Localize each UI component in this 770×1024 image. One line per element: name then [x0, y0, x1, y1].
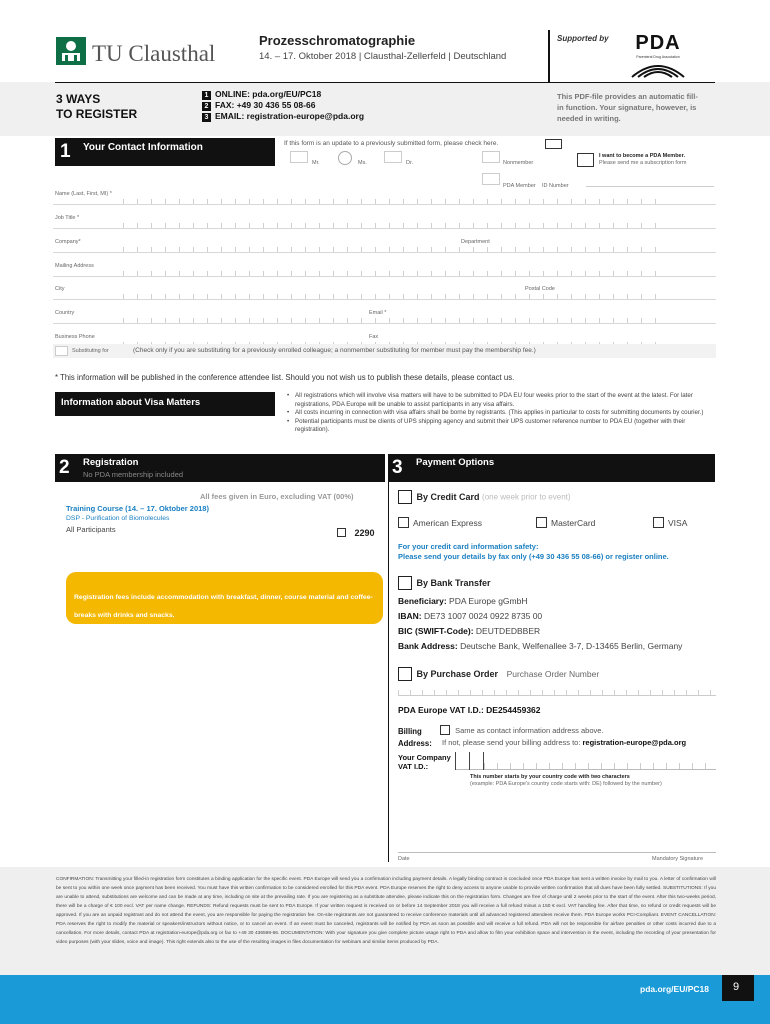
- update-note: If this form is an update to a previously submitted form, please check here.: [284, 140, 499, 147]
- visa-option[interactable]: VISA: [653, 517, 687, 528]
- mailing-field[interactable]: Mailing Address: [53, 260, 716, 277]
- dr-checkbox[interactable]: [384, 151, 402, 163]
- id-number-label: ID Number: [542, 183, 569, 189]
- postal-label: Postal Code: [525, 286, 555, 292]
- page-number: 9: [733, 981, 740, 993]
- ways-title: 3 WAYS TO REGISTER: [56, 92, 138, 121]
- visa-checkbox[interactable]: [653, 517, 664, 528]
- safety-note: For your credit card information safety: Please send your details by fax only (+49 30 436 55 08-66) or register online.: [398, 542, 669, 561]
- pda-member-label: PDA Member: [503, 183, 536, 189]
- bank-transfer-option[interactable]: By Bank Transfer: [398, 576, 491, 590]
- signature-label: Mandatory Signature: [652, 856, 704, 862]
- payment-title: Payment Options: [416, 457, 495, 468]
- price-checkbox[interactable]: [337, 528, 346, 537]
- bank-transfer-checkbox[interactable]: [398, 576, 412, 590]
- ms-radio[interactable]: [338, 151, 352, 165]
- become-member-checkbox[interactable]: [577, 153, 594, 167]
- page-number-box: [722, 975, 754, 1001]
- date-label: Date: [398, 856, 410, 862]
- billing-label: Billing Address:: [398, 727, 432, 748]
- vat-note: This number starts by your country code with two characters (example: PDA Europe's country code starts with: DE) followed by the number): [470, 774, 662, 787]
- phone-field[interactable]: Business Phone Fax: [53, 331, 716, 348]
- price-value: 2290: [354, 527, 375, 538]
- email-label: Email *: [369, 310, 387, 316]
- registration-subtitle: No PDA membership included: [83, 470, 184, 479]
- header-divider: [548, 30, 550, 82]
- contact-number: 1: [60, 141, 71, 162]
- pda-member-checkbox[interactable]: [482, 173, 500, 185]
- fax-number: FAX: +49 30 436 55 08-66: [215, 100, 316, 110]
- your-vat-label: Your Company VAT I.D.:: [398, 753, 451, 771]
- id-number-field[interactable]: [586, 174, 714, 187]
- job-title-field[interactable]: Job Title *: [53, 212, 716, 229]
- pda-logo-icon: [630, 59, 686, 79]
- visa-bullet: • All registrations which will involve visa matters will have to be submitted to PDA EU four weeks prior to the start of the event at the latest. For later registrations, PDA Europe will be unable to assist participants in any visa affairs.: [287, 392, 693, 408]
- yellow-note: Registration fees include accommodation with breakfast, dinner, course material and coffee-breaks with drinks and snacks.: [66, 572, 383, 624]
- nonmember-checkbox[interactable]: [482, 151, 500, 163]
- contact-header: [55, 138, 275, 166]
- visa-header: Information about Visa Matters: [55, 392, 275, 416]
- signature-line[interactable]: [398, 852, 716, 853]
- credit-card-option[interactable]: By Credit Card (one week prior to event): [398, 490, 571, 504]
- nonmember-label: Nonmember: [503, 160, 534, 166]
- name-field[interactable]: Name (Last, First, MI) *: [53, 188, 716, 205]
- tu-logo-text: TU Clausthal: [92, 41, 216, 66]
- update-checkbox[interactable]: [545, 139, 562, 149]
- online-link[interactable]: ONLINE: pda.org/EU/PC18: [215, 89, 322, 99]
- po-number-field[interactable]: [398, 686, 716, 696]
- bank-details: Beneficiary: PDA Europe gGmbH IBAN: DE73 1007 0024 0922 8735 00 BIC (SWIFT-Code): DEUTDEDBBER Bank Address: Deutsche Bank, Welfenallee 3-7, D-13465 Berlin, Germany: [398, 596, 683, 651]
- purchase-order-checkbox[interactable]: [398, 667, 412, 681]
- payment-number: 3: [392, 457, 403, 478]
- your-vat-field[interactable]: [455, 752, 716, 770]
- country-field[interactable]: Country Email *: [53, 307, 716, 324]
- email-link[interactable]: EMAIL: registration-europe@pda.org: [215, 111, 365, 121]
- fax-label: Fax: [369, 334, 379, 340]
- visa-bullet: • All costs incurring in connection with visa affairs shall be borne by registrants. (This applies in particular to costs for submitting documents by courier.): [287, 409, 704, 416]
- pdf-note: This PDF-file provides an automatic fill-in function. Your signature, however, is needed in writing.: [557, 92, 698, 123]
- course-sub: DSP - Purification of Biomolecules: [66, 515, 170, 522]
- billing-same-checkbox[interactable]: [440, 725, 450, 735]
- event-subtitle: 14. – 17. Oktober 2018 | Clausthal-Zellerfeld | Deutschland: [259, 51, 507, 62]
- mastercard-option[interactable]: MasterCard: [536, 517, 595, 528]
- terms-text: CONFIRMATION: Transmitting your filled-in registration form constitutes a binding application for the specific event. PDA Europe will send you a confirmation including payment details. A legally binding contract is concluded once PDA Europe has sent a written invoice by mail to you. A letter of confirmation will be sent to you within one week once payment has been received. You must have this written confirmation to be considered enrolled for this PDA event. PDA Europe reserves the right to deny access to anyone unable to provide written confirmation that all dues have been fully settled. SUBSTITUTIONS: If you are unable to attend, substitutions are welcome and can be made at any time, including on site at the prevailing rate. If you are registering as a substitute attendee, please indicate this on the registration form. Changes are free of charge until 2 weeks prior to the start of the event. After this two-weeks period, there will be a charge of € 100 excl. VAT per name change. REFUNDS: Refund requests must be sent to PDA Europe. If your written request is received on or before 14 September 2018 you will receive a full refund minus a 150 € excl. VAT handling fee. After that time, no refund or credit requests will be approved. If you are an unpaid registrant and do not attend the event, you are responsible for paying the registration fee. On-site registrants are not guaranteed to receive conference materials until all advanced registered attendees receive them. PDA Europe works PCI-Compliant. EVENT CANCELLATION: PDA reserves the right to modify the material or speakers/instructors without notice, or to cancel an event. If an event must be canceled, registrants will be notified by PDA as soon as possible and will receive a full refund. PDA will not be responsible for airfare penalties or other costs incurred due to a cancellation. For more details, contact PDA at registration-europe@pda.org or fax to +49 30 436598-66. DOCUMENTATION: With your signature you give complete picture usage right to PDA and allow to film your exhibition space and intervention in the event, including the recording of your presentation for video purposes (with your slides, voice and image). This right extends also to the use of the resulting images in files documentation for webinars and similar items produced by PDA.: [56, 877, 716, 945]
- participants-label: All Participants: [66, 525, 116, 534]
- publish-note: * This information will be published in the conference attendee list. Should you not wish us to publish these details, please contact us.: [55, 373, 515, 382]
- contact-title: Your Contact Information: [83, 142, 203, 153]
- visa-list: [287, 392, 717, 435]
- amex-checkbox[interactable]: [398, 517, 409, 528]
- company-field[interactable]: Company* Department: [53, 236, 716, 253]
- ways-band-top-line: [55, 82, 715, 83]
- registration-number: 2: [59, 457, 70, 478]
- pda-logo: PDA Parenteral Drug Association: [628, 32, 688, 80]
- dr-label: Dr.: [406, 160, 414, 166]
- mr-label: Mr.: [312, 160, 320, 166]
- visa-bullet: • Potential participants must be clients of UPS shipping agency and submit their UPS customer reference number to PDA EU (together with their registration).: [287, 417, 686, 433]
- become-member: I want to become a PDA Member. Please send me a subscription form: [599, 153, 687, 166]
- tu-logo: [56, 35, 241, 71]
- supported-by: Supported by: [557, 34, 609, 43]
- event-title: Prozesschromatographie: [259, 33, 416, 48]
- substituting-row: Substituting for (Check only if you are substituting for a previously enrolled colleague; a nonmember substituting for member must pay the membership fee.): [53, 344, 716, 358]
- billing-same-option[interactable]: Same as contact information address above.: [440, 725, 604, 735]
- department-label: Department: [461, 239, 490, 245]
- payment-header: [388, 454, 715, 482]
- vertical-divider: [388, 482, 389, 862]
- substituting-note: (Check only if you are substituting for a previously enrolled colleague; a nonmember substituting for member must pay the membership fee.): [133, 347, 536, 354]
- billing-email[interactable]: registration-europe@pda.org: [582, 738, 687, 747]
- amex-option[interactable]: American Express: [398, 517, 482, 528]
- substituting-checkbox[interactable]: [55, 346, 68, 356]
- registration-header: [55, 454, 385, 482]
- billing-else: If not, please send your billing address to: registration-europe@pda.org: [442, 738, 687, 747]
- footer-url[interactable]: pda.org/EU/PC18: [640, 984, 709, 994]
- registration-title: Registration: [83, 457, 139, 468]
- footer-bar: [0, 975, 770, 1024]
- course-title: Training Course (14. – 17. Oktober 2018): [66, 504, 209, 513]
- price-option[interactable]: [337, 524, 374, 542]
- ms-label: Ms.: [358, 160, 367, 166]
- vat-id: PDA Europe VAT I.D.: DE254459362: [398, 705, 541, 715]
- fees-note: All fees given in Euro, excluding VAT (00%): [200, 492, 354, 501]
- mr-checkbox[interactable]: [290, 151, 308, 163]
- tu-logo-icon: [56, 37, 86, 65]
- mastercard-checkbox[interactable]: [536, 517, 547, 528]
- city-field[interactable]: City Postal Code: [53, 283, 716, 300]
- credit-card-checkbox[interactable]: [398, 490, 412, 504]
- ways-list: 1 ONLINE: pda.org/EU/PC18 2 FAX: +49 30 436 55 08-66 3 EMAIL: registration-europe@pda.org: [202, 89, 364, 122]
- purchase-order-option[interactable]: By Purchase Order Purchase Order Number: [398, 667, 599, 681]
